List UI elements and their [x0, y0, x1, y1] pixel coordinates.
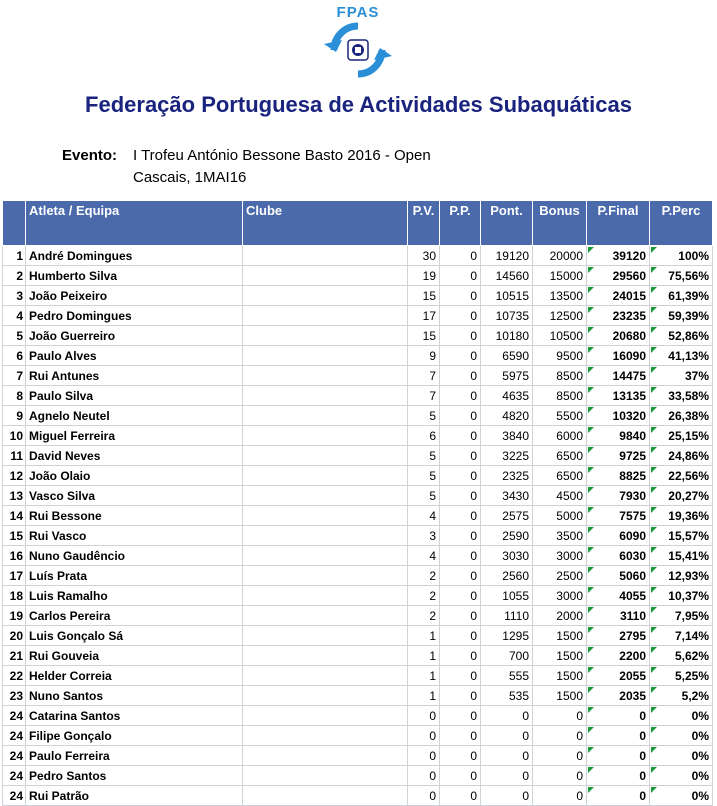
bonus-cell: 8500: [533, 386, 587, 406]
rank-cell: 7: [3, 366, 26, 386]
athlete-cell: Agnelo Neutel: [26, 406, 243, 426]
col-header-pv: P.V.: [408, 201, 440, 246]
club-cell: [243, 326, 408, 346]
rank-cell: 2: [3, 266, 26, 286]
rank-cell: 1: [3, 246, 26, 266]
pperc-cell: 37%: [650, 366, 713, 386]
table-row: [3, 466, 713, 486]
athlete-cell: David Neves: [26, 446, 243, 466]
pv-cell: 1: [408, 666, 440, 686]
club-cell: [243, 546, 408, 566]
pperc-cell: 15,57%: [650, 526, 713, 546]
pfinal-cell: 10320: [587, 406, 650, 426]
athlete-cell: João Peixeiro: [26, 286, 243, 306]
table-row: [3, 646, 713, 666]
pfinal-cell: 6090: [587, 526, 650, 546]
pfinal-cell: 0: [587, 726, 650, 746]
table-row: [3, 566, 713, 586]
col-header-club: Clube: [243, 201, 408, 246]
table-row: [3, 306, 713, 326]
bonus-cell: 0: [533, 726, 587, 746]
pv-cell: 15: [408, 286, 440, 306]
pperc-cell: 25,15%: [650, 426, 713, 446]
pont-cell: 0: [481, 786, 533, 806]
pv-cell: 0: [408, 786, 440, 806]
pperc-cell: 0%: [650, 786, 713, 806]
club-cell: [243, 486, 408, 506]
athlete-cell: Miguel Ferreira: [26, 426, 243, 446]
club-cell: [243, 626, 408, 646]
athlete-cell: Pedro Santos: [26, 766, 243, 786]
pp-cell: 0: [440, 486, 481, 506]
pv-cell: 0: [408, 746, 440, 766]
pv-cell: 19: [408, 266, 440, 286]
pfinal-cell: 7575: [587, 506, 650, 526]
pfinal-cell: 0: [587, 766, 650, 786]
athlete-cell: Rui Vasco: [26, 526, 243, 546]
pp-cell: 0: [440, 746, 481, 766]
athlete-cell: Luís Prata: [26, 566, 243, 586]
pv-cell: 9: [408, 346, 440, 366]
pont-cell: 10515: [481, 286, 533, 306]
bonus-cell: 20000: [533, 246, 587, 266]
rank-cell: 13: [3, 486, 26, 506]
col-header-pperc: P.Perc: [650, 201, 713, 246]
pont-cell: 555: [481, 666, 533, 686]
pperc-cell: 33,58%: [650, 386, 713, 406]
club-cell: [243, 386, 408, 406]
col-header-pfinal: P.Final: [587, 201, 650, 246]
pp-cell: 0: [440, 686, 481, 706]
pv-cell: 5: [408, 406, 440, 426]
bonus-cell: 1500: [533, 666, 587, 686]
pperc-cell: 19,36%: [650, 506, 713, 526]
club-cell: [243, 406, 408, 426]
pp-cell: 0: [440, 626, 481, 646]
bonus-cell: 0: [533, 786, 587, 806]
pv-cell: 5: [408, 486, 440, 506]
club-cell: [243, 666, 408, 686]
rank-cell: 15: [3, 526, 26, 546]
bonus-cell: 8500: [533, 366, 587, 386]
club-cell: [243, 346, 408, 366]
pperc-cell: 0%: [650, 766, 713, 786]
rank-cell: 17: [3, 566, 26, 586]
bonus-cell: 0: [533, 706, 587, 726]
rank-cell: 20: [3, 626, 26, 646]
pperc-cell: 0%: [650, 726, 713, 746]
pperc-cell: 100%: [650, 246, 713, 266]
table-header-row: [3, 201, 713, 246]
pperc-cell: 22,56%: [650, 466, 713, 486]
pfinal-cell: 23235: [587, 306, 650, 326]
rank-cell: 8: [3, 386, 26, 406]
athlete-cell: Luis Ramalho: [26, 586, 243, 606]
table-row: [3, 506, 713, 526]
pperc-cell: 0%: [650, 746, 713, 766]
pperc-cell: 61,39%: [650, 286, 713, 306]
table-row: [3, 586, 713, 606]
pfinal-cell: 24015: [587, 286, 650, 306]
table-row: [3, 366, 713, 386]
athlete-cell: Catarina Santos: [26, 706, 243, 726]
pperc-cell: 5,25%: [650, 666, 713, 686]
pperc-cell: 59,39%: [650, 306, 713, 326]
athlete-cell: André Domingues: [26, 246, 243, 266]
page-title: Federação Portuguesa de Actividades Subaquáticas: [85, 92, 632, 117]
athlete-cell: João Olaio: [26, 466, 243, 486]
rank-cell: 24: [3, 766, 26, 786]
pp-cell: 0: [440, 246, 481, 266]
pfinal-cell: 0: [587, 746, 650, 766]
bonus-cell: 5000: [533, 506, 587, 526]
table-row: [3, 246, 713, 266]
athlete-cell: Carlos Pereira: [26, 606, 243, 626]
pont-cell: 14560: [481, 266, 533, 286]
pont-cell: 4820: [481, 406, 533, 426]
club-cell: [243, 766, 408, 786]
athlete-cell: Rui Antunes: [26, 366, 243, 386]
bonus-cell: 5500: [533, 406, 587, 426]
pv-cell: 17: [408, 306, 440, 326]
pv-cell: 0: [408, 766, 440, 786]
pv-cell: 3: [408, 526, 440, 546]
table-row: [3, 606, 713, 626]
pp-cell: 0: [440, 566, 481, 586]
pp-cell: 0: [440, 346, 481, 366]
pperc-cell: 41,13%: [650, 346, 713, 366]
bonus-cell: 0: [533, 746, 587, 766]
pp-cell: 0: [440, 646, 481, 666]
rank-cell: 24: [3, 786, 26, 806]
pfinal-cell: 2035: [587, 686, 650, 706]
pv-cell: 2: [408, 586, 440, 606]
rank-cell: 16: [3, 546, 26, 566]
pp-cell: 0: [440, 406, 481, 426]
bonus-cell: 6500: [533, 446, 587, 466]
pont-cell: 6590: [481, 346, 533, 366]
club-cell: [243, 786, 408, 806]
bonus-cell: 1500: [533, 626, 587, 646]
col-header-athlete: Atleta / Equipa: [26, 201, 243, 246]
rank-cell: 22: [3, 666, 26, 686]
table-row: [3, 426, 713, 446]
table-row: [3, 786, 713, 806]
pont-cell: 3030: [481, 546, 533, 566]
pperc-cell: 10,37%: [650, 586, 713, 606]
col-header-pp: P.P.: [440, 201, 481, 246]
table-row: [3, 326, 713, 346]
pont-cell: 535: [481, 686, 533, 706]
table-row: [3, 346, 713, 366]
pont-cell: 3225: [481, 446, 533, 466]
rank-cell: 23: [3, 686, 26, 706]
club-cell: [243, 246, 408, 266]
col-header-pont: Pont.: [481, 201, 533, 246]
pv-cell: 6: [408, 426, 440, 446]
table-row: [3, 766, 713, 786]
club-cell: [243, 706, 408, 726]
wave-emblem-icon: [318, 4, 398, 78]
event-label: Evento:: [62, 147, 118, 164]
pont-cell: 2560: [481, 566, 533, 586]
club-cell: [243, 366, 408, 386]
pperc-cell: 5,62%: [650, 646, 713, 666]
pp-cell: 0: [440, 306, 481, 326]
pv-cell: 7: [408, 366, 440, 386]
rank-cell: 10: [3, 426, 26, 446]
athlete-cell: Paulo Alves: [26, 346, 243, 366]
pont-cell: 10180: [481, 326, 533, 346]
athlete-cell: Nuno Gaudêncio: [26, 546, 243, 566]
pfinal-cell: 8825: [587, 466, 650, 486]
bonus-cell: 10500: [533, 326, 587, 346]
pfinal-cell: 7930: [587, 486, 650, 506]
pont-cell: 0: [481, 726, 533, 746]
pperc-cell: 15,41%: [650, 546, 713, 566]
pfinal-cell: 29560: [587, 266, 650, 286]
club-cell: [243, 306, 408, 326]
athlete-cell: Rui Gouveia: [26, 646, 243, 666]
pont-cell: 5975: [481, 366, 533, 386]
bonus-cell: 1500: [533, 646, 587, 666]
pfinal-cell: 4055: [587, 586, 650, 606]
club-cell: [243, 686, 408, 706]
event-location: Cascais, 1MAI16: [133, 169, 247, 186]
bonus-cell: 6000: [533, 426, 587, 446]
table-row: [3, 726, 713, 746]
rank-cell: 18: [3, 586, 26, 606]
table-row: [3, 406, 713, 426]
pperc-cell: 5,2%: [650, 686, 713, 706]
pont-cell: 2590: [481, 526, 533, 546]
pv-cell: 30: [408, 246, 440, 266]
pp-cell: 0: [440, 666, 481, 686]
pp-cell: 0: [440, 506, 481, 526]
rank-cell: 9: [3, 406, 26, 426]
pont-cell: 2575: [481, 506, 533, 526]
athlete-cell: Rui Patrão: [26, 786, 243, 806]
table-row: [3, 706, 713, 726]
pont-cell: 4635: [481, 386, 533, 406]
bonus-cell: 15000: [533, 266, 587, 286]
pont-cell: 0: [481, 746, 533, 766]
club-cell: [243, 286, 408, 306]
pp-cell: 0: [440, 526, 481, 546]
club-cell: [243, 446, 408, 466]
event-name: I Trofeu António Bessone Basto 2016 - Open: [133, 147, 431, 164]
club-cell: [243, 586, 408, 606]
club-cell: [243, 526, 408, 546]
table-row: [3, 666, 713, 686]
pfinal-cell: 2795: [587, 626, 650, 646]
table-row: [3, 626, 713, 646]
rank-cell: 12: [3, 466, 26, 486]
club-cell: [243, 466, 408, 486]
results-table: [2, 200, 713, 806]
pv-cell: 2: [408, 566, 440, 586]
table-row: [3, 446, 713, 466]
pp-cell: 0: [440, 326, 481, 346]
athlete-cell: Luis Gonçalo Sá: [26, 626, 243, 646]
rank-cell: 3: [3, 286, 26, 306]
pfinal-cell: 3110: [587, 606, 650, 626]
pv-cell: 5: [408, 446, 440, 466]
bonus-cell: 12500: [533, 306, 587, 326]
club-cell: [243, 266, 408, 286]
pp-cell: 0: [440, 706, 481, 726]
bonus-cell: 6500: [533, 466, 587, 486]
rank-cell: 24: [3, 706, 26, 726]
pp-cell: 0: [440, 426, 481, 446]
pont-cell: 3430: [481, 486, 533, 506]
pont-cell: 1295: [481, 626, 533, 646]
pfinal-cell: 5060: [587, 566, 650, 586]
pv-cell: 1: [408, 686, 440, 706]
pv-cell: 15: [408, 326, 440, 346]
table-row: [3, 286, 713, 306]
pp-cell: 0: [440, 466, 481, 486]
pp-cell: 0: [440, 286, 481, 306]
athlete-cell: Vasco Silva: [26, 486, 243, 506]
pperc-cell: 75,56%: [650, 266, 713, 286]
rank-cell: 4: [3, 306, 26, 326]
pp-cell: 0: [440, 586, 481, 606]
pp-cell: 0: [440, 386, 481, 406]
pp-cell: 0: [440, 606, 481, 626]
rank-cell: 6: [3, 346, 26, 366]
athlete-cell: Pedro Domingues: [26, 306, 243, 326]
pv-cell: 2: [408, 606, 440, 626]
pperc-cell: 7,14%: [650, 626, 713, 646]
pfinal-cell: 2200: [587, 646, 650, 666]
pont-cell: 0: [481, 706, 533, 726]
pfinal-cell: 9840: [587, 426, 650, 446]
bonus-cell: 3000: [533, 546, 587, 566]
pperc-cell: 0%: [650, 706, 713, 726]
pfinal-cell: 0: [587, 786, 650, 806]
pont-cell: 1055: [481, 586, 533, 606]
pperc-cell: 26,38%: [650, 406, 713, 426]
athlete-cell: Helder Correia: [26, 666, 243, 686]
athlete-cell: Humberto Silva: [26, 266, 243, 286]
pont-cell: 3840: [481, 426, 533, 446]
bonus-cell: 0: [533, 766, 587, 786]
pfinal-cell: 6030: [587, 546, 650, 566]
pp-cell: 0: [440, 726, 481, 746]
col-header-bonus: Bonus: [533, 201, 587, 246]
table-row: [3, 546, 713, 566]
pp-cell: 0: [440, 266, 481, 286]
pfinal-cell: 13135: [587, 386, 650, 406]
col-header-rank: [3, 201, 26, 246]
pv-cell: 0: [408, 726, 440, 746]
table-row: [3, 486, 713, 506]
pp-cell: 0: [440, 766, 481, 786]
bonus-cell: 1500: [533, 686, 587, 706]
athlete-cell: João Guerreiro: [26, 326, 243, 346]
pv-cell: 0: [408, 706, 440, 726]
pont-cell: 1110: [481, 606, 533, 626]
logo-text: FPAS: [336, 4, 380, 21]
pont-cell: 2325: [481, 466, 533, 486]
athlete-cell: Rui Bessone: [26, 506, 243, 526]
club-cell: [243, 426, 408, 446]
bonus-cell: 13500: [533, 286, 587, 306]
table-row: [3, 746, 713, 766]
rank-cell: 21: [3, 646, 26, 666]
pp-cell: 0: [440, 366, 481, 386]
bonus-cell: 4500: [533, 486, 587, 506]
pont-cell: 10735: [481, 306, 533, 326]
pp-cell: 0: [440, 446, 481, 466]
pfinal-cell: 16090: [587, 346, 650, 366]
pperc-cell: 24,86%: [650, 446, 713, 466]
table-row: [3, 686, 713, 706]
table-row: [3, 386, 713, 406]
pont-cell: 700: [481, 646, 533, 666]
bonus-cell: 2000: [533, 606, 587, 626]
pv-cell: 4: [408, 546, 440, 566]
pperc-cell: 20,27%: [650, 486, 713, 506]
club-cell: [243, 726, 408, 746]
athlete-cell: Filipe Gonçalo: [26, 726, 243, 746]
pfinal-cell: 0: [587, 706, 650, 726]
pont-cell: 0: [481, 766, 533, 786]
bonus-cell: 3000: [533, 586, 587, 606]
club-cell: [243, 746, 408, 766]
rank-cell: 5: [3, 326, 26, 346]
pp-cell: 0: [440, 546, 481, 566]
athlete-cell: Nuno Santos: [26, 686, 243, 706]
pperc-cell: 52,86%: [650, 326, 713, 346]
pfinal-cell: 39120: [587, 246, 650, 266]
club-cell: [243, 646, 408, 666]
table-row: [3, 526, 713, 546]
pv-cell: 1: [408, 646, 440, 666]
bonus-cell: 2500: [533, 566, 587, 586]
rank-cell: 24: [3, 746, 26, 766]
club-cell: [243, 606, 408, 626]
pv-cell: 1: [408, 626, 440, 646]
pont-cell: 19120: [481, 246, 533, 266]
athlete-cell: Paulo Ferreira: [26, 746, 243, 766]
fpas-logo: [318, 4, 398, 78]
club-cell: [243, 566, 408, 586]
rank-cell: 14: [3, 506, 26, 526]
pfinal-cell: 20680: [587, 326, 650, 346]
pp-cell: 0: [440, 786, 481, 806]
pfinal-cell: 2055: [587, 666, 650, 686]
bonus-cell: 3500: [533, 526, 587, 546]
pv-cell: 5: [408, 466, 440, 486]
pperc-cell: 12,93%: [650, 566, 713, 586]
pperc-cell: 7,95%: [650, 606, 713, 626]
rank-cell: 24: [3, 726, 26, 746]
pv-cell: 7: [408, 386, 440, 406]
club-cell: [243, 506, 408, 526]
table-row: [3, 266, 713, 286]
athlete-cell: Paulo Silva: [26, 386, 243, 406]
rank-cell: 11: [3, 446, 26, 466]
pv-cell: 4: [408, 506, 440, 526]
rank-cell: 19: [3, 606, 26, 626]
pfinal-cell: 14475: [587, 366, 650, 386]
bonus-cell: 9500: [533, 346, 587, 366]
pfinal-cell: 9725: [587, 446, 650, 466]
